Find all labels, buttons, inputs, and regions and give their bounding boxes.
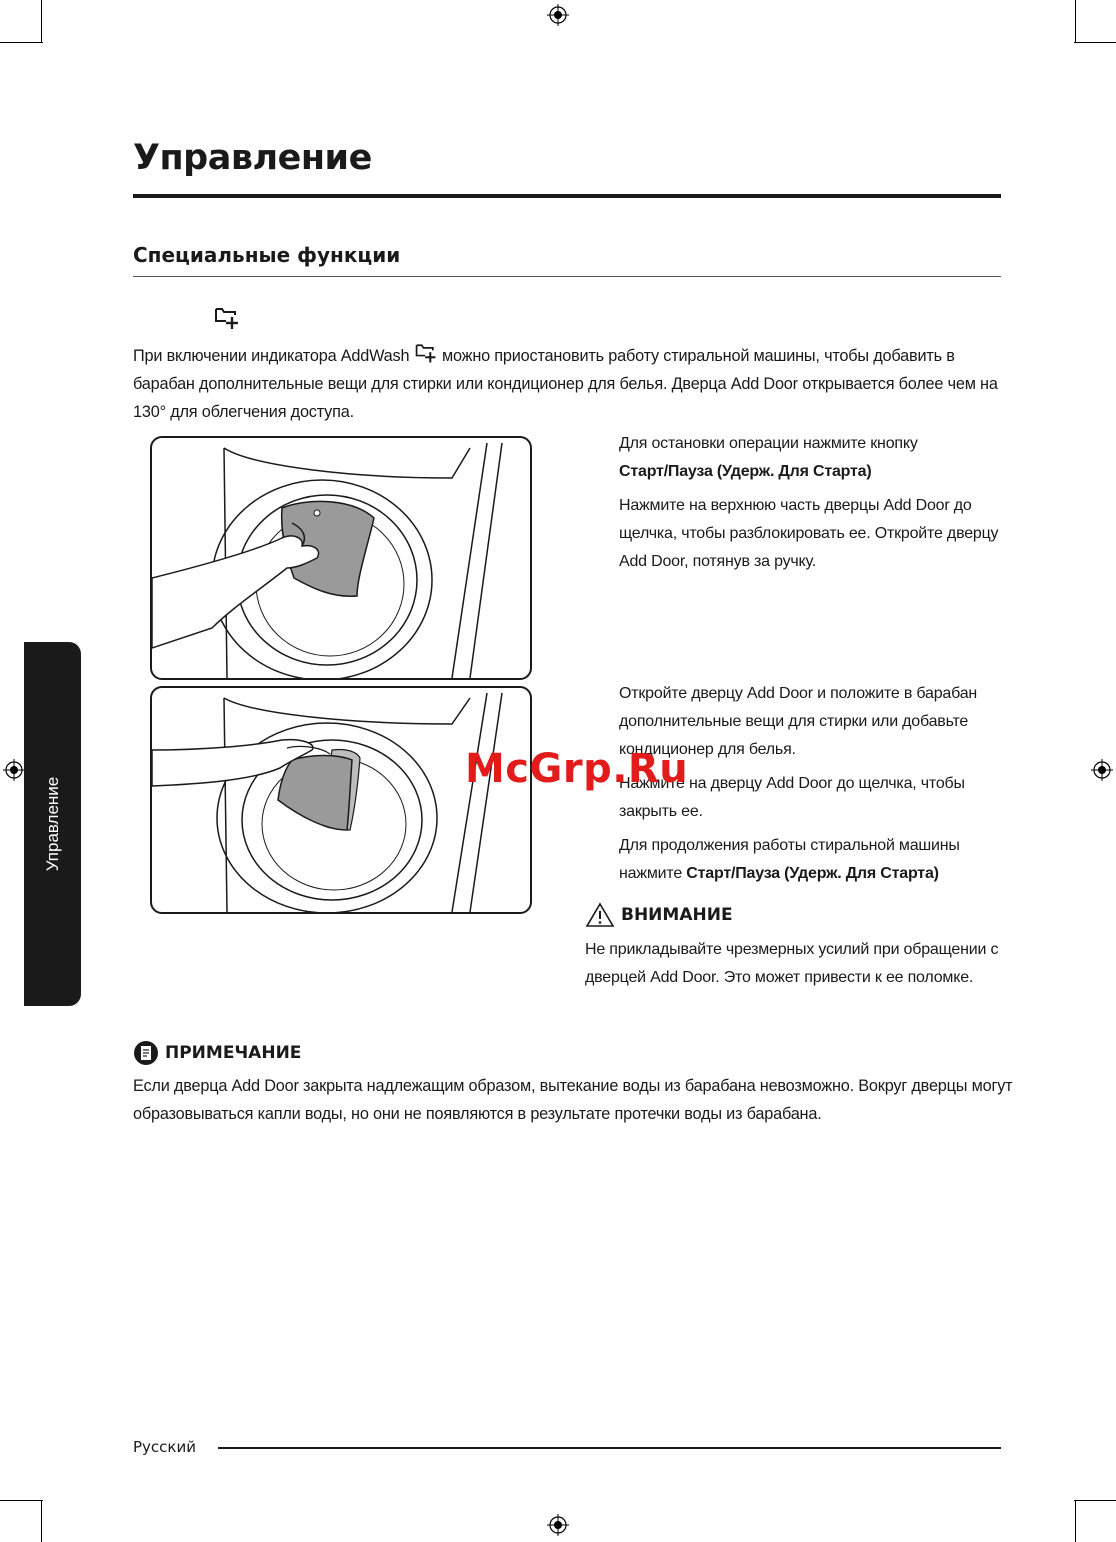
washer-door-illustration-2 — [152, 688, 530, 912]
section-title: Специальные функции — [133, 243, 401, 267]
intro-text-part2: можно приостановить работу стиральной машины, чтобы добавить в барабан дополнительные вещи для стирки или кондиционер для белья. Дверца Add Door открывается более чем на 130° для облегчения доступа. — [133, 347, 998, 421]
crop-mark — [1074, 42, 1116, 43]
page-title: Управление — [133, 138, 372, 178]
caution-heading — [585, 902, 733, 928]
crop-mark — [1074, 1500, 1116, 1501]
intro-text-part1: При включении индикатора AddWash — [133, 347, 414, 365]
caution-title: ВНИМАНИЕ — [621, 905, 733, 925]
warning-triangle-icon — [585, 902, 615, 928]
step-5-text: Для продолжения работы стиральной машины нажмите — [619, 837, 960, 882]
crop-mark — [0, 42, 43, 43]
washer-door-illustration-1 — [152, 438, 530, 678]
illustration-open-add-door — [150, 436, 532, 680]
note-icon — [133, 1040, 159, 1066]
addwash-icon — [414, 342, 438, 364]
chapter-side-tab — [24, 642, 81, 1006]
crop-mark — [1075, 1500, 1076, 1542]
illustration-load-laundry — [150, 686, 532, 914]
step-3: Откройте дверцу Add Door и положите в барабан дополнительные вещи для стирки или добавьте кондиционер для белья. — [619, 685, 978, 758]
intro-paragraph — [133, 342, 1003, 426]
steps-block-1 — [619, 430, 1009, 582]
note-title: ПРИМЕЧАНИЕ — [165, 1043, 302, 1063]
registration-mark-icon — [1091, 759, 1113, 781]
start-pause-button-label: Старт/Пауза (Удерж. Для Старта) — [619, 463, 872, 480]
footer-language: Русский — [133, 1438, 196, 1456]
crop-mark — [41, 1500, 42, 1542]
watermark: McGrp.Ru — [465, 746, 689, 792]
start-pause-button-label: Старт/Пауза (Удерж. Для Старта) — [686, 865, 939, 882]
note-heading — [133, 1040, 301, 1066]
caution-text: Не прикладывайте чрезмерных усилий при обращении с дверцей Add Door. Это может привести к ее поломке. — [585, 941, 999, 986]
section-divider — [133, 276, 1001, 277]
crop-mark — [0, 1500, 43, 1501]
chapter-side-tab-label: Управление — [42, 776, 62, 872]
step-2: Нажмите на верхнюю часть дверцы Add Door до щелчка, чтобы разблокировать ее. Откройте дверцу Add Door, потянув за ручку. — [619, 497, 999, 570]
title-divider — [133, 194, 1001, 198]
crop-mark — [1075, 0, 1076, 43]
step-1-text: Для остановки операции нажмите кнопку — [619, 435, 918, 452]
note-text: Если дверца Add Door закрыта надлежащим образом, вытекание воды из барабана невозможно. Вокруг дверцы могут образовываться капли воды, но они не появляются в результате протечки воды из барабана. — [133, 1077, 1013, 1123]
addwash-icon — [213, 306, 241, 330]
registration-mark-icon — [547, 4, 569, 26]
crop-mark — [41, 0, 42, 43]
step-1 — [619, 430, 1009, 486]
footer-divider — [218, 1447, 1001, 1449]
step-5 — [619, 832, 1009, 888]
registration-mark-icon — [3, 759, 25, 781]
registration-mark-icon — [547, 1514, 569, 1536]
step-4: Нажмите на дверцу Add Door до щелчка, чтобы закрыть ее. — [619, 775, 965, 820]
